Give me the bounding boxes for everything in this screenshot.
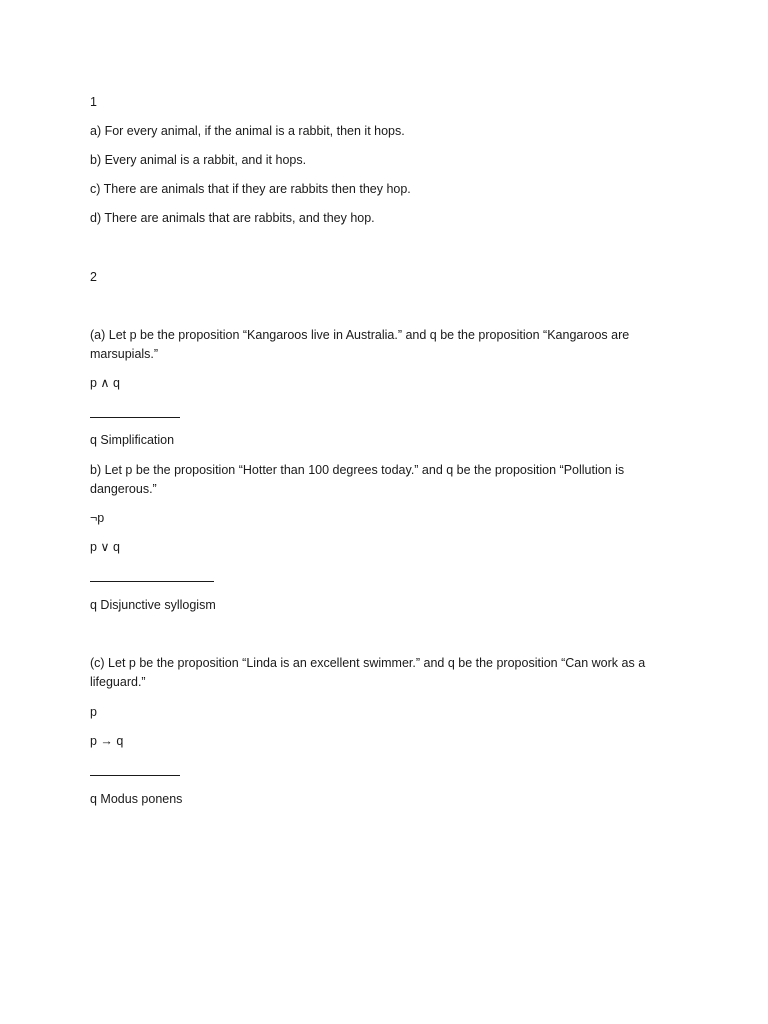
section-2a-statement: (a) Let p be the proposition “Kangaroos live in Australia.” and q be the proposition “Kangaroos are marsupials.” — [90, 328, 630, 361]
section-1-item-b: b) Every animal is a rabbit, and it hops. — [90, 153, 307, 167]
section-2b-premise-1: ¬p — [90, 511, 105, 525]
section-2-number: 2 — [90, 270, 97, 284]
section-2b-conclusion: q Disjunctive syllogism — [90, 598, 216, 612]
section-2a-conclusion: q Simplification — [90, 433, 175, 447]
section-2b-statement: b) Let p be the proposition “Hotter than 100 degrees today.” and q be the proposition “Pollution is dangerous.” — [90, 463, 625, 496]
section-2c-premise-2: p → q — [90, 734, 124, 748]
section-2b-divider — [90, 581, 214, 582]
section-1-item-c: c) There are animals that if they are rabbits then they hop. — [90, 182, 411, 196]
section-1-number: 1 — [90, 95, 97, 109]
section-1-item-a: a) For every animal, if the animal is a rabbit, then it hops. — [90, 124, 405, 138]
section-2a-premise-1: p ∧ q — [90, 376, 120, 390]
section-2b-premise-2: p ∨ q — [90, 540, 120, 554]
section-2c-conclusion: q Modus ponens — [90, 792, 183, 806]
section-1-item-d: d) There are animals that are rabbits, and they hop. — [90, 211, 375, 225]
section-2a-divider — [90, 417, 180, 418]
section-2c-divider — [90, 775, 180, 776]
section-2c-statement: (c) Let p be the proposition “Linda is an excellent swimmer.” and q be the proposition “Can work as a lifeguard.” — [90, 656, 646, 689]
section-2c-premise-1: p — [90, 705, 97, 719]
